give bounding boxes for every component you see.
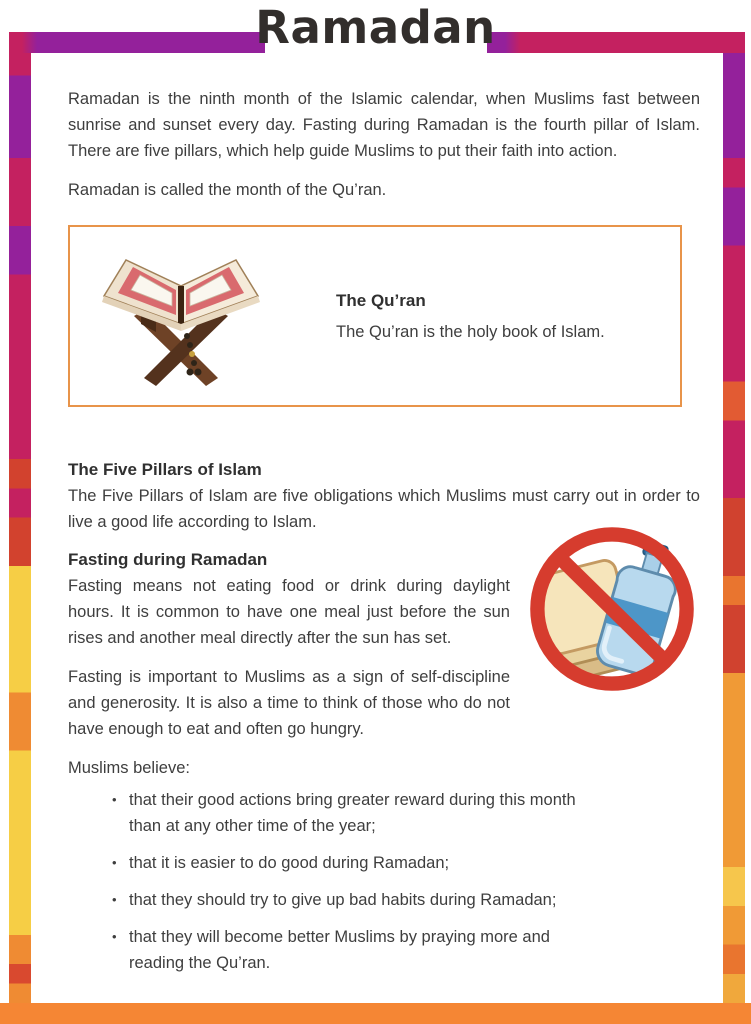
five-pillars-heading: The Five Pillars of Islam bbox=[68, 460, 262, 479]
quran-card-text bbox=[336, 288, 605, 345]
belief-item: • that it is easier to do good during Ramadan; bbox=[112, 850, 700, 876]
document-body bbox=[68, 86, 700, 987]
quran-card-heading: The Qu’ran bbox=[336, 290, 426, 310]
belief-item: • that they will become better Muslims by praying more and reading the Qu’ran. bbox=[112, 924, 562, 976]
fasting-section bbox=[68, 547, 700, 742]
five-pillars-paragraph: The Five Pillars of Islam are five obligations which Muslims must carry out in order to live a good life according to Islam. bbox=[68, 487, 700, 531]
belief-item: • that their good actions bring greater reward during this month than at any other time of the year; bbox=[112, 787, 582, 839]
fasting-heading: Fasting during Ramadan bbox=[68, 550, 268, 569]
muslims-believe-lead: Muslims believe: bbox=[68, 759, 190, 777]
beliefs-list bbox=[68, 787, 700, 976]
fasting-paragraph-1: Fasting means not eating food or drink during daylight hours. It is common to have one meal just before the sun rises and another meal directly after the sun has set. bbox=[68, 577, 510, 647]
fasting-paragraph-2: Fasting is important to Muslims as a sign of self-discipline and generosity. It is also a time to think of those who do not have enough to eat and often go hungry. bbox=[68, 668, 510, 738]
quran-image bbox=[86, 236, 276, 396]
page-border-left bbox=[9, 32, 31, 1003]
belief-item: • that they should try to give up bad habits during Ramadan; bbox=[112, 887, 700, 913]
page-title: Ramadan bbox=[255, 1, 496, 54]
no-food-icon bbox=[524, 517, 700, 701]
intro-paragraph: Ramadan is the ninth month of the Islamic calendar, when Muslims fast between sunrise and sunset every day. Fasting during Ramadan is the fourth pillar of Islam. There are five pillars, which help guide Muslims to put their faith into action. bbox=[68, 90, 700, 160]
page-border-right bbox=[723, 32, 745, 1003]
quran-month-paragraph: Ramadan is called the month of the Qu’ran. bbox=[68, 181, 387, 199]
quran-fact-card bbox=[68, 225, 682, 407]
quran-card-body: The Qu’ran is the holy book of Islam. bbox=[336, 322, 605, 341]
page-border-bottom bbox=[0, 1003, 751, 1024]
